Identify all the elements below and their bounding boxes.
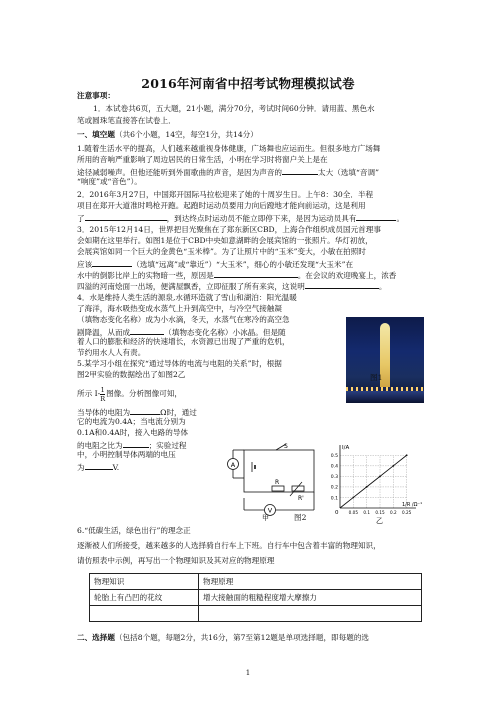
q3-line-6 — [77, 280, 422, 292]
voltmeter-label: V — [267, 506, 273, 515]
q2-line-3-mid: ，到达终点时运动员不能立即停下来，是因为运动员具有 — [166, 214, 357, 223]
section-1-title: 一、填空题 — [77, 130, 115, 139]
y-axis-label: I/A — [342, 445, 350, 451]
q3-line-4-tail: （选填“远离”或“靠近”）“大玉米”，细心的小敏还发现“大玉米”在 — [132, 260, 354, 269]
q5-line-3-text: 所示 — [77, 389, 93, 398]
q6-line-3: 请仿照表中示例，再写出一个物理知识及其对应的物理原理 — [77, 556, 275, 565]
table-cell-answer[interactable] — [199, 606, 422, 622]
section-1-heading — [77, 130, 422, 140]
circuit-caption: 甲 — [262, 514, 269, 522]
section-2-desc: （包括8个题，每题2分，共16分，第7至第12题是单项选择题，即每题的选 — [114, 633, 370, 642]
x-tick-label: 0.15 — [375, 510, 385, 515]
rheostat-label: R' — [298, 495, 304, 502]
q2-line-1: 2．2016年3月27日，中国郑开国际马拉松迎来了她的十周岁生日。上午8：30全．半程 — [77, 190, 374, 199]
q1-line-4: “响度”或“音色”）。 — [77, 177, 142, 186]
notice-heading: 注意事项： — [77, 91, 115, 100]
y-tick-label: 0.3 — [330, 475, 338, 481]
circuit-diagram — [224, 442, 324, 522]
q5-graph-var: I- — [94, 389, 101, 398]
table-header-knowledge: 物理知识 — [90, 574, 199, 590]
q5-line-3-tail: 图像。分析图像可知， — [106, 389, 183, 398]
figure-2-caption: 图2 — [294, 513, 307, 522]
table-header-principle: 物理原理 — [199, 574, 422, 590]
x-tick-label: 0.2 — [389, 510, 397, 515]
answer-blank[interactable] — [214, 269, 298, 278]
q4-line-4-tail: （填物态变化名称）小冰晶。但是随 — [164, 328, 286, 337]
figure-1-caption: 图1 — [370, 373, 383, 382]
data-point — [366, 486, 368, 488]
q6-line-1: 6.“低碳生活，绿色出行”的理念正 — [77, 526, 191, 535]
section-1-desc: （共6个小题，14空，每空1分，共14分） — [114, 130, 258, 139]
page-number: 1 — [245, 669, 251, 677]
answer-blank[interactable] — [85, 212, 167, 221]
table-row — [90, 574, 422, 590]
table-cell-answer[interactable] — [90, 606, 199, 622]
q5-line-9 — [77, 461, 227, 473]
q5-line-5: 它的电流为0.4A；当电流分别为 — [77, 417, 186, 426]
fraction-numerator: 1 — [100, 385, 105, 394]
page-title: 2016年河南省中招考试物理模拟试卷 — [141, 76, 355, 91]
data-line — [340, 455, 407, 508]
y-tick-label: 0.1 — [330, 496, 338, 502]
answer-blank[interactable] — [305, 280, 379, 289]
q5-line-3 — [77, 384, 227, 404]
q1-line-3-text: 途径减弱噪声。但他还能听到外面歌曲的声音，是因为声音的 — [77, 168, 283, 177]
q4-line-1: 4．水是维持人类生活的源泉,水循环造就了雪山和湖泊：阳光温暖 — [77, 293, 297, 302]
current-vs-conductance-graph — [326, 442, 424, 524]
answer-blank[interactable] — [130, 326, 164, 335]
q3-line-5-tail: 。在会议的欢迎晚宴上，浓香 — [297, 271, 397, 280]
graph-caption: 乙 — [376, 517, 383, 524]
table-row — [90, 590, 422, 606]
q5-line-6: 0.1A和0.4A时，接入电路的导体 — [77, 428, 189, 437]
table-cell: 轮胎上有凸凹的花纹 — [90, 590, 199, 606]
q3-line-2: 会如期在这里举行。如图1是位于CBD中央如意湖畔的会展宾馆的一张照片。华灯初放， — [77, 236, 373, 245]
q4-line-3: （填物态变化名称）成为小水滴，冬天，水蒸气在寒冷的高空急 — [77, 315, 290, 324]
q3-line-1: 3．2015年12月14日，世界把目光聚焦在了郑东新区CBD，上海合作组织成员国元首理事 — [77, 225, 381, 234]
lake-reflection — [346, 391, 424, 403]
q5-line-4-text: 当导体的电阻为 — [77, 408, 131, 417]
x-tick-label: 0.25 — [402, 510, 412, 515]
q6-line-2: 逐渐被人们所接受，越来越多的人选择骑自行车上下班。自行车中包含着丰富的物理知识， — [77, 541, 381, 550]
y-tick-label: 0.2 — [330, 485, 338, 491]
q5-line-2: 图2甲实验的数据绘出了如图2乙 — [77, 370, 186, 379]
q3-line-3: 会展宾馆如同一个巨大的金黄色“玉米棒”。为了让照片中的“玉米”变大，小敏在拍照时 — [77, 247, 366, 256]
resistor-r — [272, 486, 284, 491]
q5-line-4-tail: Ω时，通过 — [160, 408, 197, 417]
fraction-denominator: R — [100, 394, 106, 403]
q4-line-4-text: 剧降温，从而成 — [77, 328, 131, 337]
q5-line-7-text: 的电阻之比为 — [77, 441, 123, 450]
q5-line-8: 中，小明控制导体两端的电压 — [77, 450, 176, 459]
origin-label: 0 — [335, 510, 339, 516]
q5-line-1: 5.某学习小组在探究“通过导体的电流与电阻的关系”时，根据 — [77, 359, 282, 368]
q3-line-4-text: 应该 — [77, 260, 93, 269]
q5-line-9-text: 为 — [77, 463, 85, 472]
data-point — [352, 497, 354, 499]
q4-line-6: 节约用水人人有责。 — [77, 348, 146, 357]
convention-hotel-photo — [346, 317, 424, 403]
y-tick-label: 0.5 — [330, 454, 338, 460]
answer-blank[interactable] — [130, 406, 160, 415]
resistor-label: R — [275, 479, 280, 486]
answer-blank[interactable] — [123, 439, 149, 448]
physics-knowledge-table — [89, 573, 422, 622]
table-row[interactable] — [90, 606, 422, 622]
x-tick-label: 0.1 — [363, 510, 371, 515]
answer-blank[interactable] — [356, 212, 396, 221]
data-point — [379, 475, 381, 477]
q1-line-3-tail: 太大（选填“音调” — [318, 168, 379, 177]
section-2-title: 二、选择题 — [77, 633, 115, 642]
data-point — [406, 454, 408, 456]
fraction — [100, 386, 105, 403]
answer-blank[interactable] — [282, 166, 318, 175]
q1-line-2: 所用的音响严重影响了周边居民的日常生活，小明在学习时将窗户关上是在 — [77, 155, 328, 164]
data-point — [392, 465, 394, 467]
q4-line-2: 了海洋，海水吸热变成水蒸气上升到高空中，与冷空气接触凝 — [77, 304, 283, 313]
section-2-heading — [77, 633, 422, 643]
q2-line-3-text: 了 — [77, 214, 85, 223]
q5-line-9-unit: V. — [112, 463, 120, 472]
notice-line-1: 1．本试卷共6页，五大题，21小题，满分70分，考试时间60分钟．请用蓝、黑色水 — [93, 104, 375, 113]
answer-blank[interactable] — [85, 461, 113, 470]
q3-line-6-text: 四溢的河南烩面一出场，便满屋飘香，立即征服了所有来宾，这说明 — [77, 282, 305, 291]
q2-line-3 — [77, 212, 422, 224]
q3-line-5-text: 水中的倒影比岸上的实物暗一些，原因是 — [77, 271, 214, 280]
x-axis-label: 1/R /Ω⁻¹ — [402, 502, 423, 508]
q5-line-7-tail: ；实验过程 — [148, 441, 187, 450]
q3-line-6-end: 。 — [378, 282, 387, 291]
q2-line-2: 项目在郑开大道准时鸣枪开跑。起跑时运动员要用力向后蹬地才能向前运动，这是利用 — [77, 201, 366, 210]
switch-label: S — [284, 443, 288, 450]
q2-line-3-end: 。 — [396, 214, 405, 223]
table-cell: 增大接触面的粗糙程度增大摩擦力 — [199, 590, 422, 606]
y-tick-label: 0.4 — [330, 464, 338, 470]
q1-line-1: 1.随着生活水平的提高，人们越来越重视身体健康，广场舞也应运而生。但很多地方广场舞 — [77, 144, 381, 153]
notice-line-2: 笔或圆珠笔直接答在试卷上． — [77, 116, 176, 125]
q4-line-5: 着人口的膨胀和经济的快速增长，水资源已出现了严重的危机， — [77, 337, 290, 346]
x-tick-label: 0.05 — [348, 510, 358, 515]
answer-blank[interactable] — [92, 258, 132, 267]
ammeter-label: A — [230, 461, 236, 469]
